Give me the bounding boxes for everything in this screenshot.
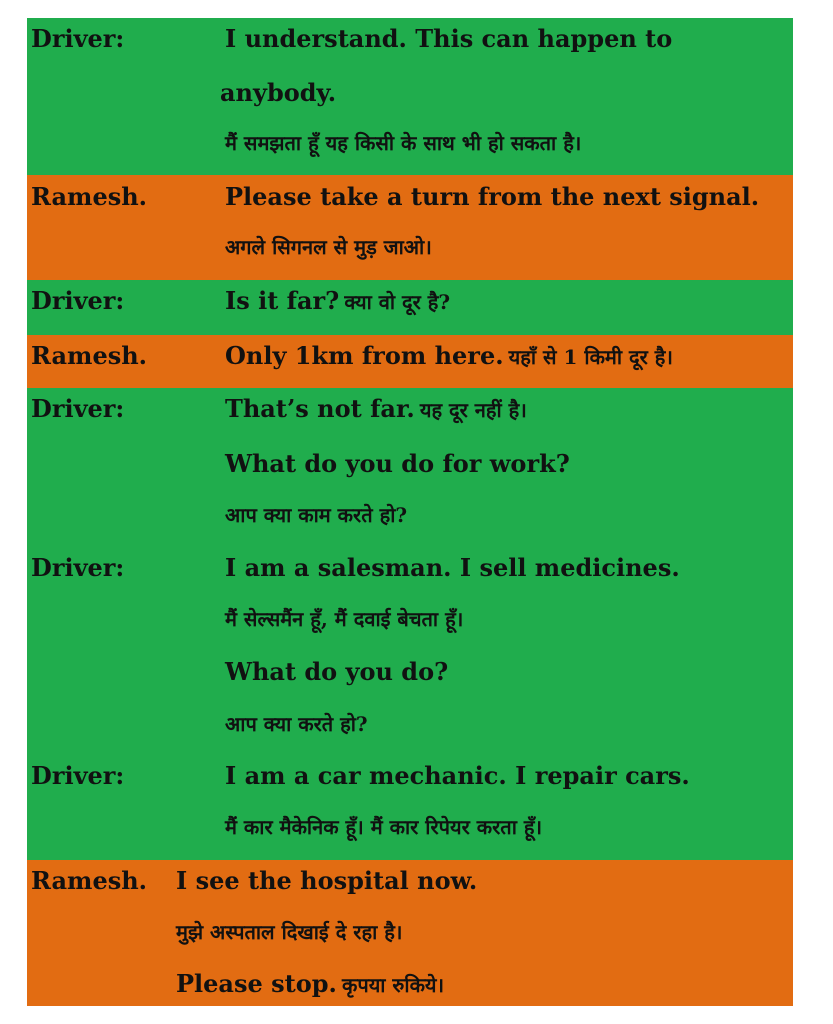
dialogue-line — [225, 341, 673, 374]
hindi-line: मैं कार मैकेनिक हूँ। मैं कार रिपेयर करता हूँ। — [225, 815, 543, 839]
hindi-line: आप क्या करते हो? — [225, 712, 368, 736]
english-line: Only 1km from here. — [225, 341, 504, 370]
speaker-label: Driver: — [31, 553, 125, 582]
speaker-label: Driver: — [31, 286, 125, 315]
english-line: I am a salesman. I sell medicines. — [225, 553, 680, 582]
speaker-label: Ramesh. — [31, 341, 148, 370]
dialogue-block-driver — [27, 18, 793, 175]
dialogue-line — [225, 394, 527, 427]
dialogue-block-driver — [27, 388, 793, 551]
speaker-label: Driver: — [31, 24, 125, 53]
english-line: I am a car mechanic. I repair cars. — [225, 761, 690, 790]
dialogue-block-ramesh — [27, 335, 793, 388]
english-line: Please take a turn from the next signal. — [225, 182, 760, 211]
english-line: Is it far? — [225, 286, 340, 315]
dialogue-block-driver — [27, 280, 793, 335]
dialogue-block-ramesh — [27, 175, 793, 280]
hindi-line: अगले सिगनल से मुड़ जाओ। — [225, 235, 432, 259]
dialogue-block-driver — [27, 759, 793, 860]
hindi-line: आप क्या काम करते हो? — [225, 503, 408, 527]
dialogue-block-ramesh — [27, 860, 793, 1006]
english-line: That’s not far. — [225, 394, 415, 423]
dialogue-block-driver — [27, 551, 793, 759]
dialogue-page — [27, 18, 793, 1006]
hindi-line: क्या वो दूर है? — [344, 290, 451, 314]
hindi-line: मैं समझता हूँ यह किसी के साथ भी हो सकता है। — [225, 131, 582, 155]
hindi-line: मुझे अस्पताल दिखाई दे रहा है। — [176, 920, 403, 944]
english-line: What do you do? — [225, 657, 449, 686]
english-line: I understand. This can happen to — [225, 24, 673, 53]
english-line: What do you do for work? — [225, 449, 570, 478]
english-line: anybody. — [220, 78, 337, 107]
speaker-label: Ramesh. — [31, 866, 148, 895]
dialogue-line — [176, 969, 444, 1002]
dialogue-line — [225, 286, 450, 319]
hindi-line: यह दूर नहीं है। — [419, 398, 527, 422]
speaker-label: Driver: — [31, 394, 125, 423]
english-line: Please stop. — [176, 969, 337, 998]
hindi-line: कृपया रुकिये। — [341, 973, 445, 997]
speaker-label: Ramesh. — [31, 182, 148, 211]
hindi-line: मैं सेल्समैंन हूँ, मैं दवाई बेचता हूँ। — [225, 607, 464, 631]
speaker-label: Driver: — [31, 761, 125, 790]
hindi-line: यहाँ से 1 किमी दूर है। — [508, 345, 674, 369]
english-line: I see the hospital now. — [176, 866, 478, 895]
